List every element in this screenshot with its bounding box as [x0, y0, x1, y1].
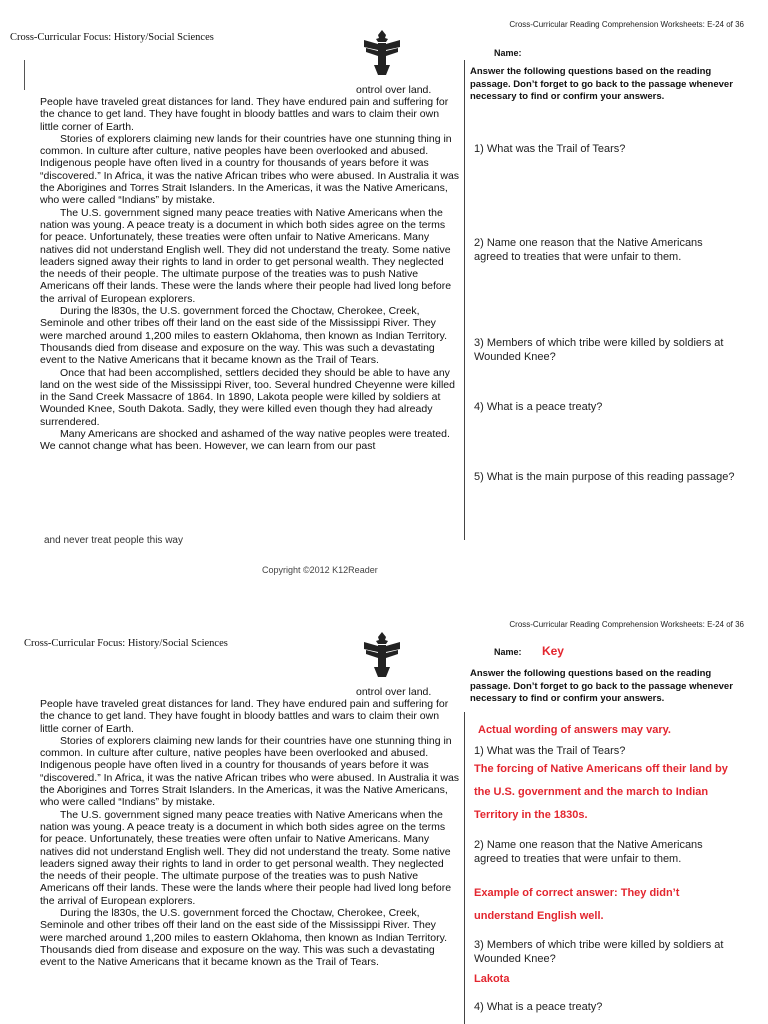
- passage-paragraph: During the l830s, the U.S. government forced the Choctaw, Cherokee, Creek, Seminole and other tribes off their land on the east side of the Mississippi River. They were marched around 1,200 miles to eastern Oklahoma, then known as Indian Territory. Thousands died from disease and exposure on the way. This was such a devastating event to the Native Americans that it became known as the Trail of Tears.: [40, 907, 447, 969]
- name-label: Name:: [494, 647, 522, 657]
- passage-paragraph: Stories of explorers claiming new lands for their countries have one stunning thing in common. In culture after culture, native peoples have been overlooked and abused. Indigenous people have often lived in a country for thousands of years before it was “discovered.” In Africa, it was the native African tribes who were abused. In Australia it was the Aborigines and Torres Strait Islanders. In the Americas, it was the Native Americans, who were called “Indians” by mistake.: [40, 132, 460, 207]
- question-5: 5) What is the main purpose of this reading passage?: [474, 471, 735, 483]
- question-1: 1) What was the Trail of Tears?: [474, 143, 626, 155]
- passage-paragraph: People have traveled great distances for land. They have endured pain and suffering for the chance to get land. They have fought in bloody battles and wars to claim their own little corner of Earth.: [40, 96, 449, 133]
- instructions: Answer the following questions based on the reading passage. Don’t forget to go back to the passage whenever necessary to find or confirm your answers.: [470, 668, 733, 704]
- column-divider: [464, 712, 465, 1024]
- copyright: Copyright ©2012 K12Reader: [262, 565, 378, 575]
- key-label: Key: [541, 644, 564, 658]
- cut-off-line: and never treat people this way: [44, 535, 183, 546]
- page-header: Cross-Curricular Reading Comprehension Worksheets: E-24 of 36: [509, 20, 744, 29]
- thunderbird-logo-icon: [362, 28, 402, 78]
- answer-3: Lakota: [474, 973, 510, 985]
- passage-fragment: ontrol over land.: [356, 84, 432, 96]
- focus-title: Cross-Curricular Focus: History/Social Sciences: [24, 638, 228, 649]
- question-2: 2) Name one reason that the Native Americans agreed to treaties that were unfair to them.: [474, 237, 703, 263]
- question-3: 3) Members of which tribe were killed by soldiers at Wounded Knee?: [474, 337, 724, 363]
- question-3: 3) Members of which tribe were killed by soldiers at Wounded Knee?: [474, 939, 724, 965]
- instructions: Answer the following questions based on the reading passage. Don’t forget to go back to the passage whenever necessary to find or confirm your answers.: [470, 66, 733, 102]
- reading-passage: [40, 698, 460, 969]
- passage-fragment: ontrol over land.: [356, 686, 432, 698]
- question-4: 4) What is a peace treaty?: [474, 401, 603, 413]
- passage-paragraph: Once that had been accomplished, settlers decided they should be able to have any land on the west side of the Mississippi River, too. Several hundred Cheyenne were killed in the Sand Creek Massacre of 1864. In 1890, Lakota people were killed by soldiers at Wounded Knee, South Dakota. Sadly, they were killed even though they had already surrendered.: [40, 366, 455, 428]
- questions-column: [470, 48, 740, 483]
- question-1: 1) What was the Trail of Tears?: [474, 745, 626, 757]
- passage-paragraph: During the l830s, the U.S. government forced the Choctaw, Cherokee, Creek, Seminole and other tribes off their land on the east side of the Mississippi River. They were marched around 1,200 miles to eastern Oklahoma, then known as Indian Territory. Thousands died from disease and exposure on the way. This was such a devastating event to the Native Americans that it became known as the Trail of Tears.: [40, 305, 447, 367]
- passage-paragraph: The U.S. government signed many peace treaties with Native Americans when the nation was young. A peace treaty is a document in which both sides agree on the terms for peace. Unfortunately, these treaties were often unfair to Native Americans. Many natives did not understand English well. They did not understand the treaty. Some native leaders signed away their rights to land in order to get personal wealth. They neglected the needs of their people. The ultimate purpose of the treaties was to push Native Americans off their lands. These were the lands where their people had lived long before the arrival of European explorers.: [40, 808, 452, 907]
- passage-paragraph: Many Americans are shocked and ashamed of the way native peoples were treated. We cannot change what has been. However, we can learn from our past: [40, 428, 450, 453]
- thunderbird-logo-icon: [362, 630, 402, 680]
- worksheet-page-2-key: [0, 600, 768, 1024]
- passage-paragraph: People have traveled great distances for land. They have endured pain and suffering for the chance to get land. They have fought in bloody battles and wars to claim their own little corner of Earth.: [40, 698, 449, 735]
- reading-passage: [40, 96, 460, 453]
- question-2: 2) Name one reason that the Native Americans agreed to treaties that were unfair to them.: [474, 839, 703, 865]
- margin-rule: [24, 60, 25, 90]
- name-label: Name:: [494, 48, 522, 58]
- answer-1: The forcing of Native Americans off their land by the U.S. government and the march to Indian Territory in the 1830s.: [474, 763, 728, 821]
- passage-paragraph: The U.S. government signed many peace treaties with Native Americans when the nation was young. A peace treaty is a document in which both sides agree on the terms for peace. Unfortunately, these treaties were often unfair to Native Americans. Many natives did not understand English well. They did not understand the treaty. Some native leaders signed away their rights to land in order to get personal wealth. They neglected the needs of their people. The ultimate purpose of the treaties was to push Native Americans off their lands. These were the lands where their people had lived long before the arrival of European explorers.: [40, 206, 452, 305]
- passage-paragraph: Stories of explorers claiming new lands for their countries have one stunning thing in common. In culture after culture, native peoples have been overlooked and abused. Indigenous people have often lived in a country for thousands of years before it was “discovered.” In Africa, it was the native African tribes who were abused. In Australia it was the Aborigines and Torres Strait Islanders. In the Americas, it was the Native Americans, who were called “Indians” by mistake.: [40, 734, 460, 809]
- page-header: Cross-Curricular Reading Comprehension Worksheets: E-24 of 36: [509, 620, 744, 629]
- answer-2: Example of correct answer: They didn’t understand English well.: [474, 887, 680, 922]
- column-divider: [464, 60, 465, 540]
- question-4: 4) What is a peace treaty?: [474, 1001, 603, 1013]
- focus-title: Cross-Curricular Focus: History/Social Sciences: [10, 32, 214, 43]
- wording-note: Actual wording of answers may vary.: [478, 724, 671, 736]
- answer-key-column: [470, 642, 740, 1013]
